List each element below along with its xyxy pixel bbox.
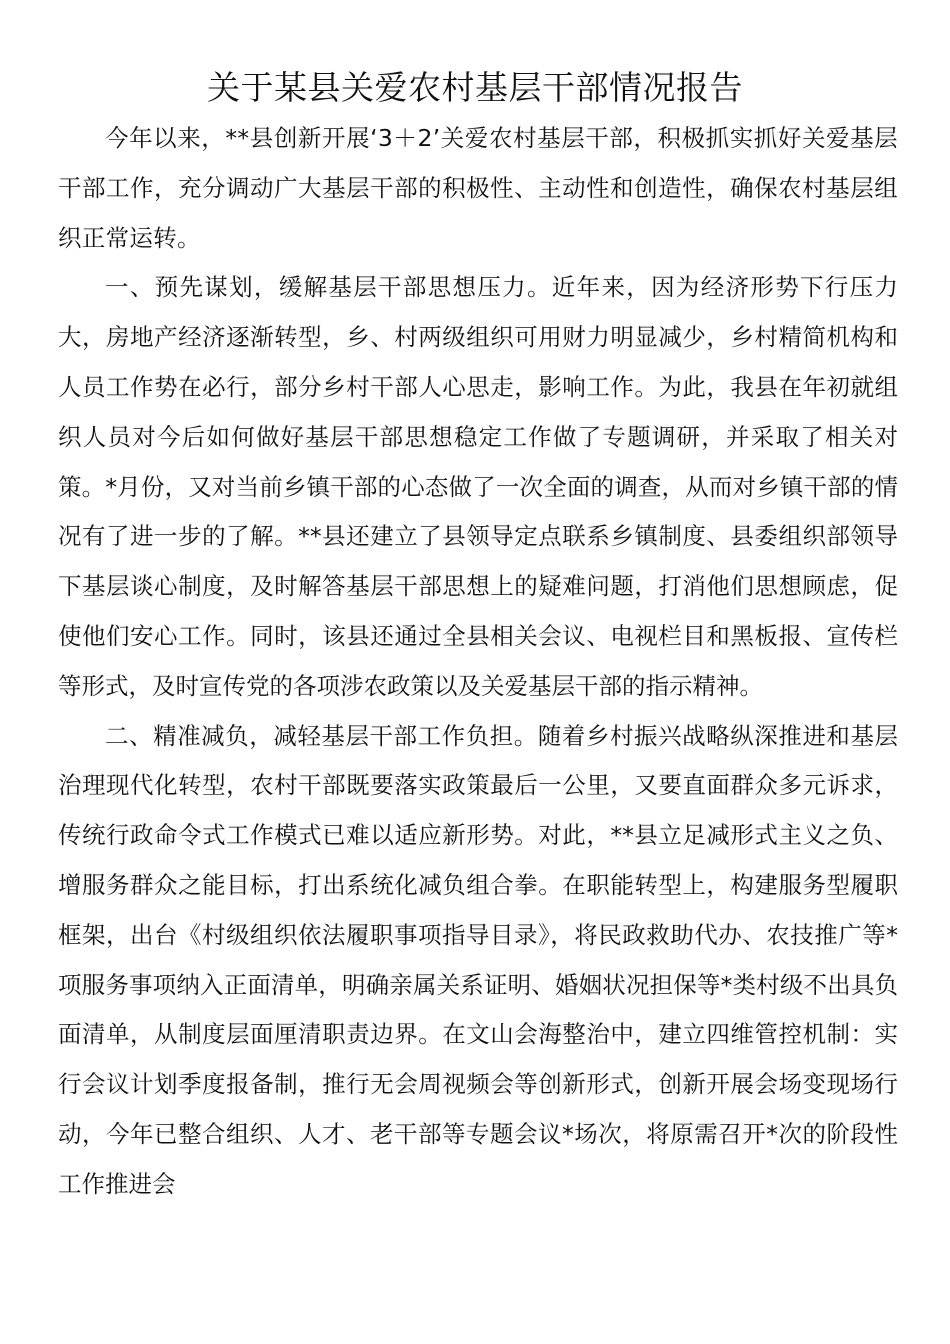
paragraph-section-two: 二、精准减负，减轻基层干部工作负担。随着乡村振兴战略纵深推进和基层治理现代化转型，农村干部既要落实政策最后一公里，又要直面群众多元诉求，传统行政命令式工作模式已难以适应新形势。对此，**县立足减形式主义之负、增服务群众之能目标，打出系统化减负组合拳。在职能转型上，构建服务型履职框架，出台《村级组织依法履职事项指导目录》，将民政救助代办、农技推广等*项服务事项纳入正面清单，明确亲属关系证明、婚姻状况担保等*类村级不出具负面清单，从制度层面厘清职责边界。在文山会海整治中，建立四维管控机制：实行会议计划季度报备制，推行无会周视频会等创新形式，创新开展会场变现场行动，今年已整合组织、人才、老干部等专题会议*场次，将原需召开*次的阶段性工作推进会 xyxy=(58,721,898,1198)
paragraph-intro: 今年以来，**县创新开展‘3＋2’关爱农村基层干部，积极抓实抓好关爱基层干部工作，充分调动广大基层干部的积极性、主动性和创造性，确保农村基层组织正常运转。 xyxy=(58,124,898,252)
paragraph-section-one: 一、预先谋划，缓解基层干部思想压力。近年来，因为经济形势下行压力大，房地产经济逐渐转型，乡、村两级组织可用财力明显减少，乡村精简机构和人员工作势在必行，部分乡村干部人心思走，影响工作。为此，我县在年初就组织人员对今后如何做好基层干部思想稳定工作做了专题调研，并采取了相关对策。*月份，又对当前乡镇干部的心态做了一次全面的调查，从而对乡镇干部的情况有了进一步的了解。**县还建立了县领导定点联系乡镇制度、县委组织部领导下基层谈心制度，及时解答基层干部思想上的疑难问题，打消他们思想顾虑，促使他们安心工作。同时，该县还通过全县相关会议、电视栏目和黑板报、宣传栏等形式，及时宣传党的各项涉农政策以及关爱基层干部的指示精神。 xyxy=(58,273,898,700)
document-title: 关于某县关爱农村基层干部情况报告 xyxy=(207,68,743,107)
document-body xyxy=(58,114,898,1210)
